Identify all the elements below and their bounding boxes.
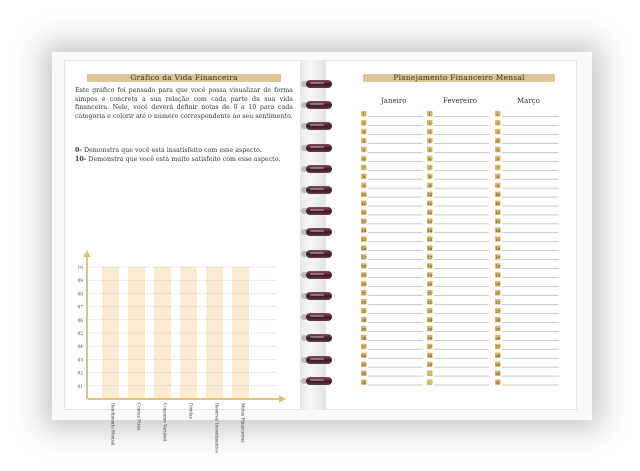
left-page-title: Gráfico da Vida Financeira [87,74,281,82]
day-number: 21 [361,291,367,296]
y-tick-label: 05 [77,332,83,337]
day-number: 20 [495,282,501,287]
day-number: 2 [362,121,365,126]
scale-text: Demonstra que você está insatisfeito com esse aspecto. [84,147,262,154]
day-number: 19 [427,273,433,278]
day-number: 29 [427,363,433,368]
day-number: 9 [428,184,431,189]
day-number: 8 [496,175,499,180]
day-number: 14 [427,228,433,233]
day-number: 10 [495,193,501,198]
day-number: 11 [427,202,433,206]
spiral-ring [306,292,332,300]
y-tick-label: 06 [77,318,83,324]
day-number: 12 [427,210,433,215]
month-header-january: Janeiro [381,97,407,105]
day-number: 8 [428,175,431,180]
day-number: 6 [362,157,365,162]
day-number: 13 [427,219,433,224]
day-number: 13 [361,219,367,224]
day-badge [427,371,433,377]
day-number: 7 [362,166,365,171]
scale-number: 0- [75,147,82,154]
day-number: 25 [495,327,501,332]
day-number: 27 [495,345,501,350]
month-header-february: Fevereiro [443,97,478,105]
day-number: 11 [495,202,501,206]
spiral-ring [306,186,332,194]
day-number: 15 [427,237,433,242]
day-number: 23 [427,309,433,314]
spiral-ring [306,356,332,364]
day-number: 1 [428,112,431,117]
day-number: 23 [361,309,367,314]
y-tick-label: 10 [77,266,83,271]
spiral-ring [306,165,332,173]
day-number: 24 [427,318,433,323]
day-number: 20 [427,282,433,287]
day-number: 12 [495,210,501,215]
day-number: 28 [427,354,433,359]
day-number: 1 [496,112,499,117]
spiral-ring [306,250,332,258]
day-number: 11 [361,202,367,206]
day-number: 17 [427,255,433,260]
day-number: 23 [495,309,501,314]
spiral-ring [306,144,332,152]
spiral-ring [306,313,332,321]
category-label: Reserva/ Investimentos [214,403,220,453]
day-number: 20 [361,282,367,287]
day-number: 5 [496,148,499,153]
day-number: 4 [428,139,431,144]
spiral-ring [306,80,332,88]
day-number: 25 [361,327,367,332]
day-number: 28 [361,354,367,359]
x-axis-arrow [279,395,286,403]
day-number: 19 [361,273,367,278]
day-number: 14 [495,228,501,233]
day-number: 9 [362,184,365,189]
day-number: 19 [495,273,501,278]
day-number: 16 [361,246,367,251]
day-number: 22 [361,300,367,305]
spiral-ring [306,271,332,279]
y-tick-label: 07 [77,305,83,311]
day-number: 21 [495,291,501,296]
y-tick-label: 03 [77,358,83,364]
spiral-ring [306,101,332,109]
scale-number: 10- [75,156,87,163]
day-number: 17 [495,255,501,260]
right-page-title: Planejamento Financeiro Mensal [363,74,555,82]
day-number: 3 [428,130,431,135]
scale-text: Demonstra que você está muito satisfeito com esse aspecto. [88,156,281,163]
day-number: 13 [495,219,501,224]
day-number: 26 [361,336,367,341]
day-number: 28 [495,354,501,359]
day-number: 22 [427,300,433,305]
category-label: Dívidas [188,403,194,419]
day-number: 2 [496,121,499,126]
day-number: 8 [362,175,365,180]
day-number: 15 [495,237,501,242]
day-number: 18 [361,264,367,269]
spiral-ring [306,377,332,385]
day-number: 16 [495,246,501,251]
y-tick-label: 09 [77,279,83,285]
monthly-planner-grid [325,108,577,398]
day-number: 18 [495,264,501,269]
day-number: 12 [361,210,367,215]
day-number: 18 [427,264,433,269]
financial-life-chart [65,185,300,453]
day-number: 3 [496,130,499,135]
day-number: 5 [362,148,365,153]
scale-note-zero [75,147,295,155]
spiral-ring [306,207,332,215]
day-number: 3 [362,130,365,135]
day-number: 24 [495,318,501,323]
category-label: Metas Financeiras [240,403,246,443]
day-number: 21 [427,291,433,296]
y-tick-label: 02 [77,371,83,377]
day-number: 27 [427,345,433,350]
intro-paragraph: Este gráfico foi pensado para que você possa visualizar de forma simpes e concreta a sua relação com cada parte da sua vida financeira. Nele, você deverá definir notas de 0 a 10 para cada categoria e colorir até o número correspondente ao seu sentimento. [75,87,293,120]
day-number: 30 [361,372,367,377]
y-axis-arrow [83,250,91,257]
day-number: 16 [427,246,433,251]
day-number: 26 [427,336,433,341]
left-page [64,60,301,453]
day-number: 5 [428,148,431,153]
day-number: 22 [495,300,501,305]
day-badge [427,380,433,386]
spiral-ring [306,334,332,342]
day-number: 10 [427,193,433,198]
day-number: 31 [361,381,367,385]
scale-note-ten [75,156,295,164]
spiral-ring [306,122,332,130]
day-number: 7 [428,166,431,171]
category-label: Consumo Variável [162,403,168,442]
day-number: 15 [361,237,367,242]
day-number: 25 [427,327,433,332]
y-tick-label: 08 [77,292,83,298]
day-number: 30 [495,372,501,377]
month-header-march: Março [517,97,540,105]
day-number: 17 [361,255,367,260]
day-number: 29 [495,363,501,368]
day-number: 14 [361,228,367,233]
spiral-ring [306,228,332,236]
day-number: 6 [496,157,499,162]
day-number: 4 [496,139,499,144]
day-number: 1 [362,112,365,117]
category-label: Contas Fixas [136,403,142,431]
day-number: 4 [362,139,365,144]
day-number: 27 [361,345,367,350]
day-number: 9 [496,184,499,189]
day-number: 6 [428,157,431,162]
day-number: 24 [361,318,367,323]
y-tick-label: 01 [77,384,83,390]
day-number: 29 [361,363,367,368]
day-number: 26 [495,336,501,341]
y-tick-label: 04 [77,345,83,351]
category-label: Rendimento Mensal [110,403,116,446]
day-number: 31 [495,381,501,385]
day-number: 7 [496,166,499,171]
day-number: 2 [428,121,431,126]
day-number: 10 [361,193,367,198]
